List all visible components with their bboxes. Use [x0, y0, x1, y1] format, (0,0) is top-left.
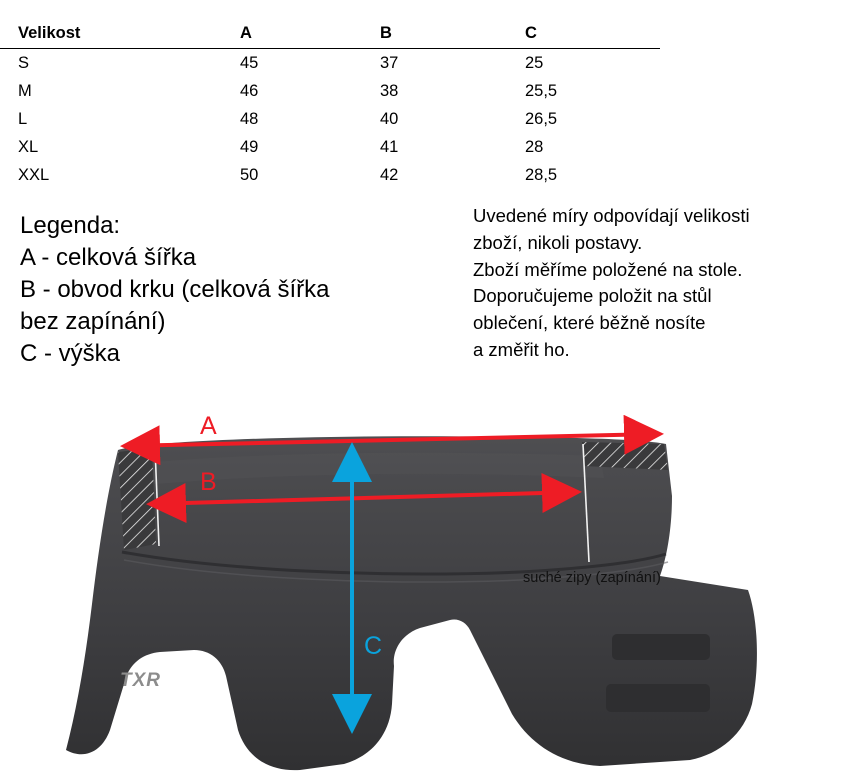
table-row: [0, 105, 660, 133]
cell-size: XL: [18, 137, 39, 156]
header-a: A: [240, 18, 380, 49]
cell-size: L: [18, 109, 28, 128]
dimension-a-label: A: [200, 412, 217, 440]
table-row: [0, 133, 660, 161]
size-table: [0, 18, 660, 189]
cell-c: 26,5: [525, 109, 558, 128]
header-b: B: [380, 18, 525, 49]
velcro-patch-lower: [606, 684, 710, 712]
cell-b: 37: [380, 53, 399, 72]
garment-shape: [66, 436, 757, 770]
cell-b: 41: [380, 137, 399, 156]
header-velikost: Velikost: [0, 18, 240, 49]
cell-size: M: [18, 81, 32, 100]
garment-illustration: [0, 404, 858, 774]
dimension-b-label: B: [200, 468, 217, 496]
cell-b: 40: [380, 109, 399, 128]
cell-size: XXL: [18, 165, 50, 184]
size-table-grid: [0, 18, 660, 189]
note-line-6: a změřit ho.: [473, 339, 570, 361]
note-line-1: Uvedené míry odpovídají velikosti: [473, 205, 750, 226]
cell-a: 50: [240, 165, 259, 184]
table-row: [0, 161, 660, 189]
table-header-row: [0, 18, 660, 49]
cell-b: 42: [380, 165, 399, 184]
cell-a: 48: [240, 109, 259, 128]
cell-c: 28: [525, 137, 544, 156]
garment-body: [66, 436, 757, 770]
legend-line-a: A - celková šířka: [20, 243, 197, 271]
table-row: [0, 49, 660, 78]
measuring-note: [473, 203, 853, 364]
cell-c: 25: [525, 53, 544, 72]
legend-block: [20, 210, 470, 370]
velcro-callout-text: suché zipy (zapínání): [523, 570, 661, 586]
note-line-4: Doporučujeme položit na stůl: [473, 285, 712, 307]
note-line-3: Zboží měříme položené na stole.: [473, 258, 743, 280]
cell-b: 38: [380, 81, 399, 100]
table-row: [0, 77, 660, 105]
legend-title: Legenda:: [20, 212, 121, 239]
velcro-left-hatch: [118, 448, 156, 550]
cell-c: 25,5: [525, 81, 558, 100]
cell-a: 49: [240, 137, 259, 156]
cell-size: S: [18, 53, 30, 72]
legend-line-b-cont: bez zapínání): [20, 307, 166, 335]
dimension-c-label: C: [364, 632, 383, 660]
cell-c: 28,5: [525, 165, 558, 184]
velcro-patch-upper: [612, 634, 710, 660]
cell-a: 46: [240, 81, 259, 100]
legend-line-c: C - výška: [20, 339, 121, 367]
cell-a: 45: [240, 53, 259, 72]
note-line-5: oblečení, které běžně nosíte: [473, 312, 706, 334]
velcro-right-hatch: [582, 442, 668, 470]
brand-logo: TXR: [120, 670, 161, 691]
note-line-2: zboží, nikoli postavy.: [473, 231, 643, 253]
header-c: C: [525, 18, 660, 49]
velcro-callout: [523, 570, 661, 586]
legend-line-b: B - obvod krku (celková šířka: [20, 275, 330, 303]
